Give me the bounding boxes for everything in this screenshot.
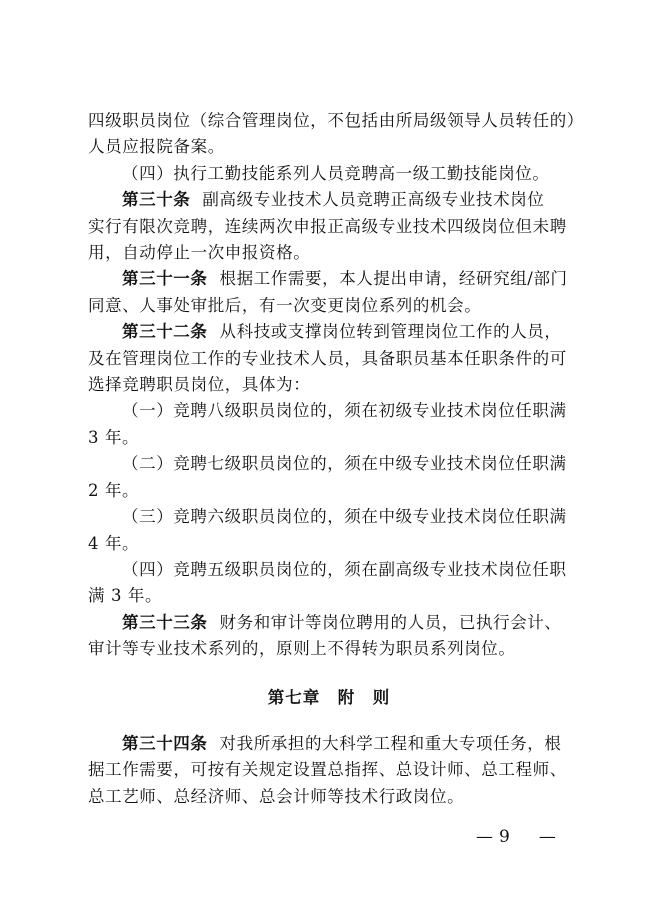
article-first-line bbox=[88, 266, 570, 292]
text-line: 四级职员岗位（综合管理岗位，不包括由所局级领导人员转任的） bbox=[88, 111, 584, 130]
article-first-line bbox=[88, 187, 570, 213]
text-line: 4 年。 bbox=[88, 533, 140, 553]
article-label: 第三十条 bbox=[122, 190, 191, 210]
article-label: 第三十一条 bbox=[122, 269, 208, 289]
text-line: （二）竞聘七级职员岗位的，须在中级专业技术岗位任职满 bbox=[122, 454, 567, 474]
article-label: 第三十二条 bbox=[122, 322, 208, 342]
text-line: （一）竞聘八级职员岗位的，须在初级专业技术岗位任职满 bbox=[122, 401, 567, 421]
text-line: 总工艺师、总经济师、总会计师等技术行政岗位。 bbox=[88, 786, 465, 806]
text-span: 从科技或支撑岗位转到管理岗位工作的人员， bbox=[219, 322, 562, 342]
article-label: 第三十四条 bbox=[122, 733, 208, 753]
page-number: —9 — bbox=[476, 827, 562, 847]
text-span: 副高级专业技术人员竞聘正高级专业技术岗位 bbox=[202, 190, 545, 210]
text-line: （四）执行工勤技能系列人员竞聘高一级工勤技能岗位。 bbox=[122, 163, 550, 183]
text-line: 据工作需要，可按有关规定设置总指挥、总设计师、总工程师、 bbox=[88, 760, 567, 780]
document-body bbox=[88, 108, 584, 810]
article-first-line bbox=[88, 610, 570, 636]
text-line: 2 年。 bbox=[88, 480, 140, 500]
text-span: 根据工作需要，本人提出申请，经研究组/部门 bbox=[219, 269, 568, 289]
article-first-line bbox=[88, 319, 570, 345]
text-line: 人员应报院备案。 bbox=[88, 137, 225, 157]
text-line: 满 3 年。 bbox=[88, 586, 163, 606]
text-line: 选择竞聘职员岗位，具体为： bbox=[88, 375, 311, 395]
text-line: （三）竞聘六级职员岗位的，须在中级专业技术岗位任职满 bbox=[122, 507, 567, 527]
text-span: 对我所承担的大科学工程和重大专项任务，根 bbox=[219, 733, 562, 753]
text-line: 同意、人事处审批后，有一次变更岗位系列的机会。 bbox=[88, 295, 482, 315]
text-span: 财务和审计等岗位聘用的人员，已执行会计、 bbox=[219, 612, 562, 632]
text-line: 用，自动停止一次申报资格。 bbox=[88, 243, 311, 263]
text-line: 实行有限次竞聘，连续两次申报正高级专业技术四级岗位但未聘 bbox=[88, 216, 567, 236]
article-first-line bbox=[88, 731, 570, 757]
article-label: 第三十三条 bbox=[122, 612, 208, 632]
text-line: （四）竞聘五级职员岗位的，须在副高级专业技术岗位任职 bbox=[122, 559, 567, 579]
text-line: 及在管理岗位工作的专业技术人员，具备职员基本任职条件的可 bbox=[88, 348, 567, 368]
chapter-heading: 第七章 附 则 bbox=[267, 687, 391, 707]
text-line: 审计等专业技术系列的，原则上不得转为职员系列岗位。 bbox=[88, 639, 516, 659]
text-line: 3 年。 bbox=[88, 427, 140, 447]
